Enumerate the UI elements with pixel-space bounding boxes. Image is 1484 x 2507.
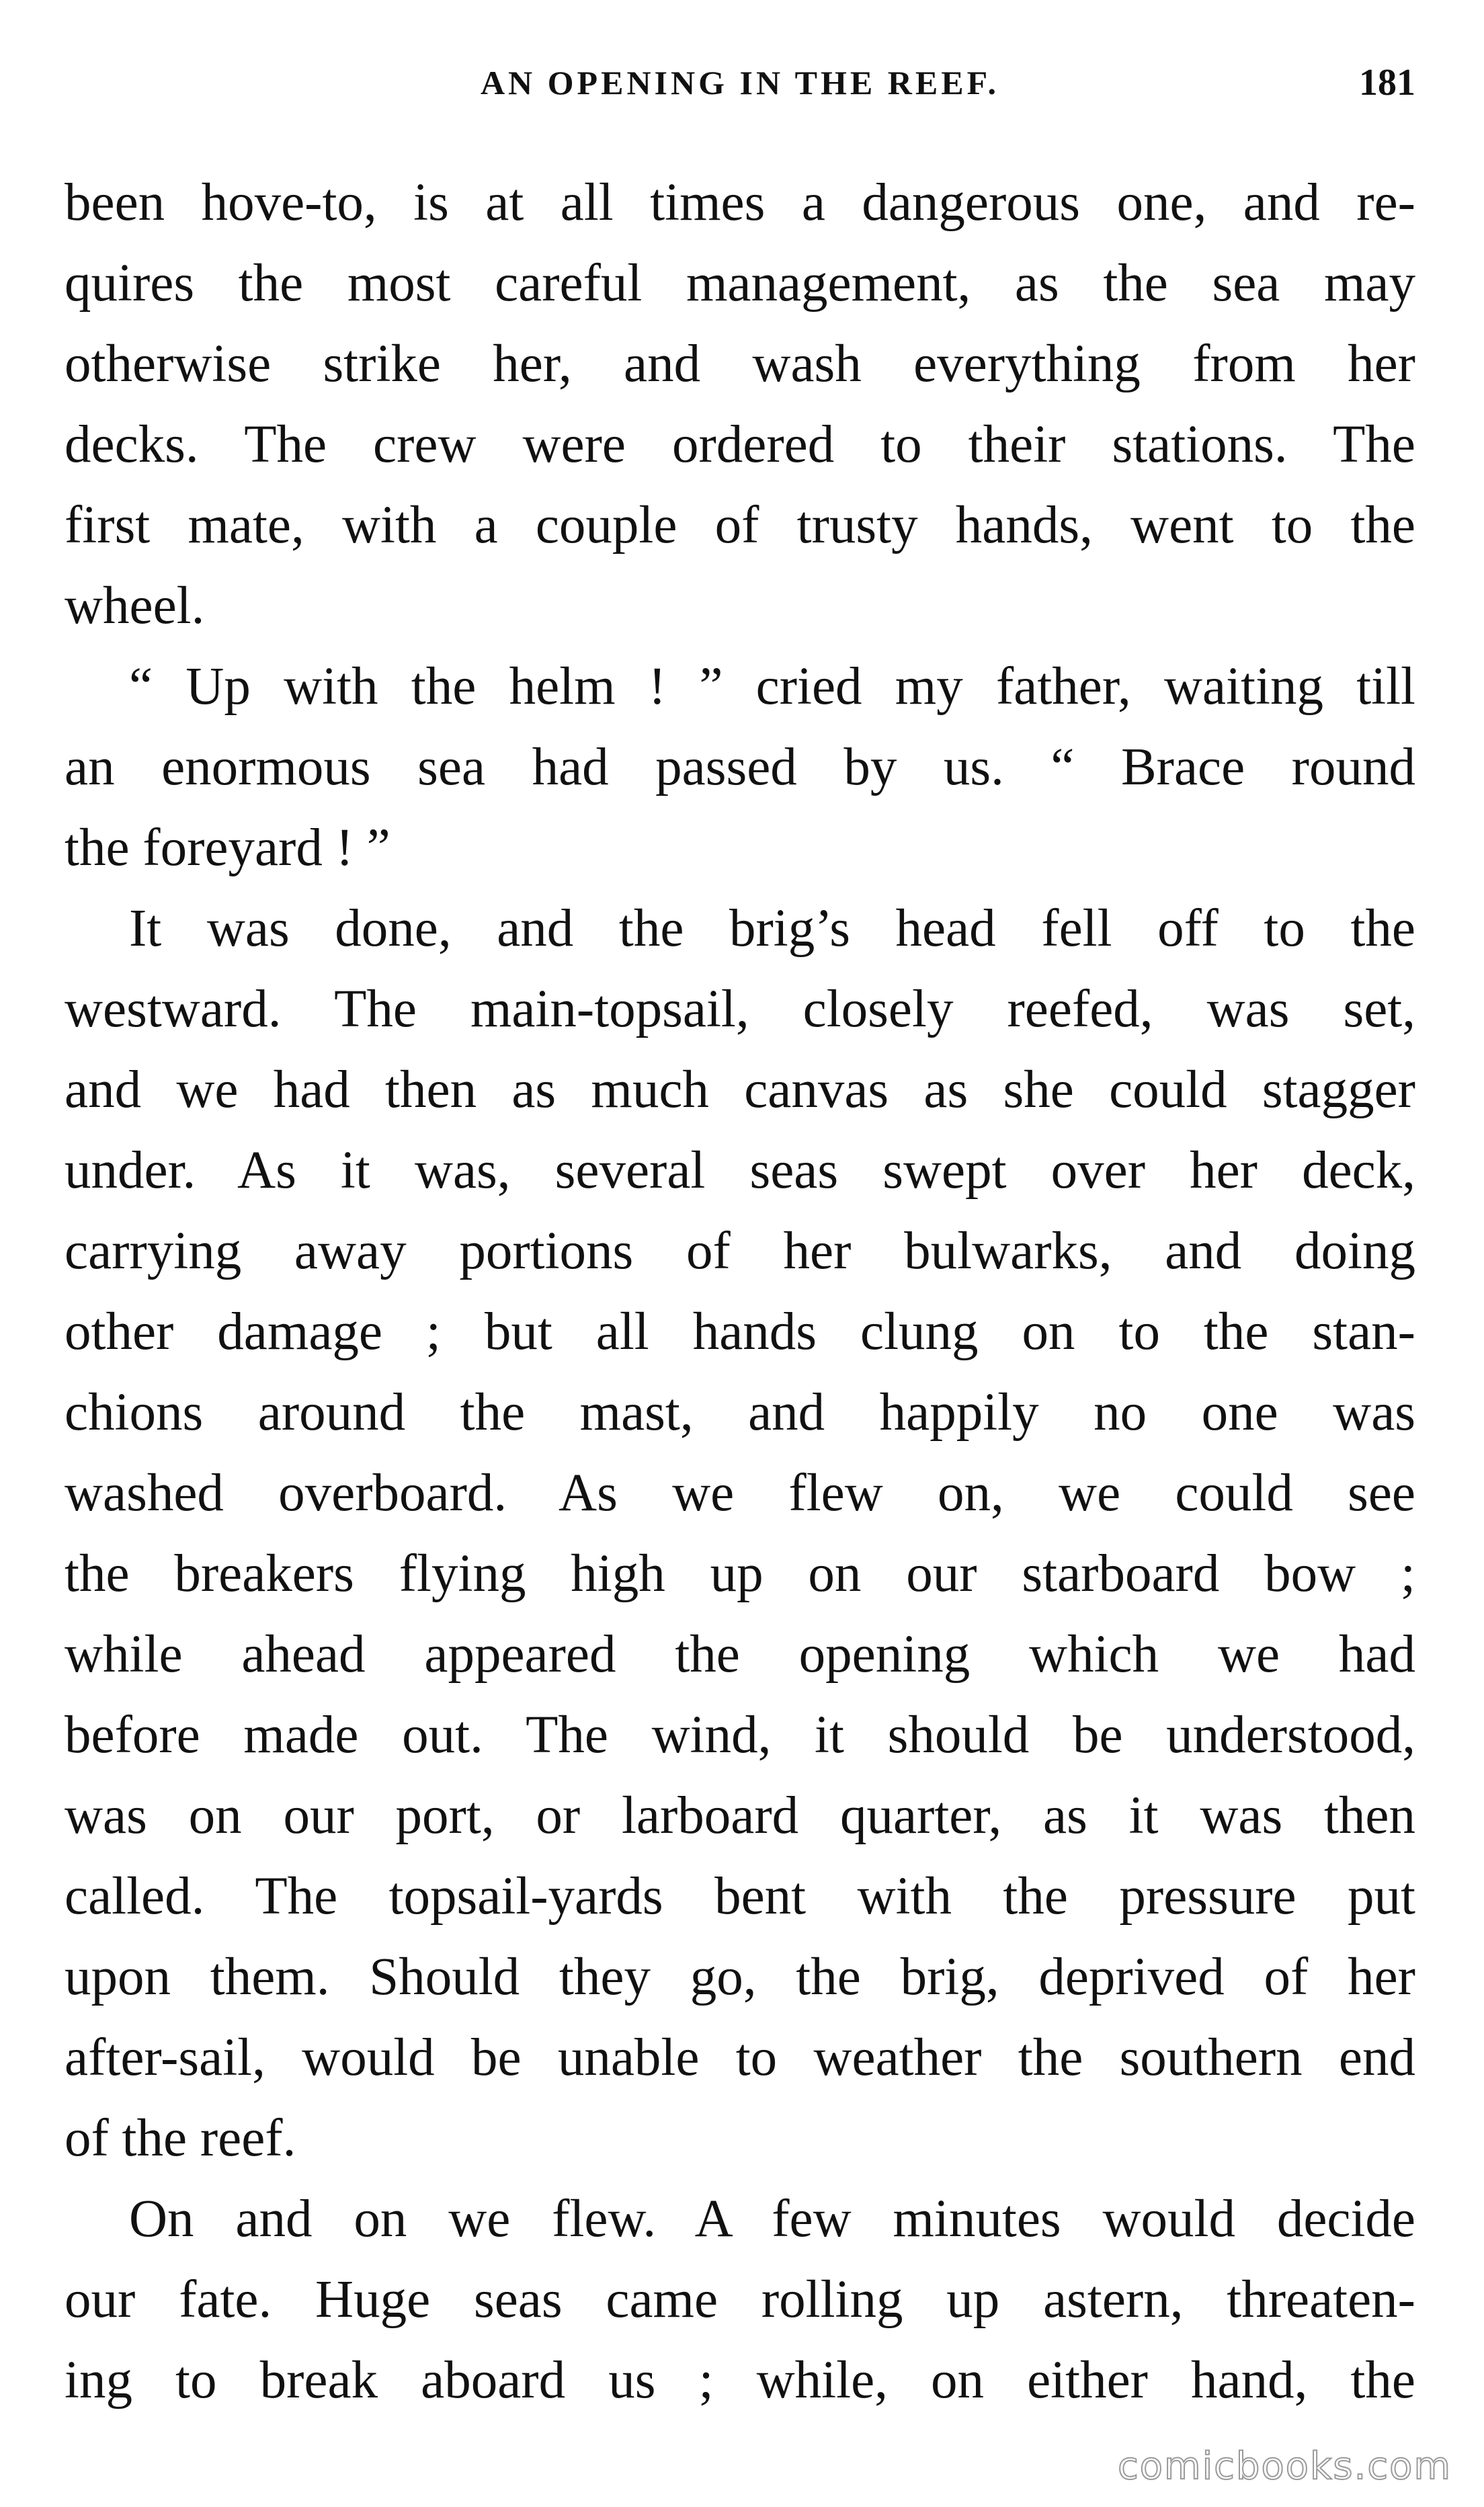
text-line: chions around the mast, and happily no one was: [65, 1383, 1415, 1442]
text-line: of the reef.: [65, 2109, 296, 2168]
text-line: our fate. Huge seas came rolling up astern, threaten-: [65, 2270, 1415, 2329]
text-line: carrying away portions of her bulwarks, and doing: [65, 1222, 1415, 1280]
text-line: It was done, and the brig’s head fell off to the: [129, 899, 1415, 958]
text-line: upon them. Should they go, the brig, deprived of her: [65, 1948, 1415, 2006]
watermark: comicbooks.com: [1117, 2444, 1452, 2488]
text-line: decks. The crew were ordered to their stations. The: [65, 415, 1415, 474]
text-line: other damage ; but all hands clung on to the stan-: [65, 1303, 1415, 1361]
text-line: while ahead appeared the opening which we had: [65, 1625, 1415, 1684]
running-head: AN OPENING IN THE REEF.: [480, 64, 1000, 101]
page-header: [65, 52, 1415, 113]
text-line: first mate, with a couple of trusty hands, went to the: [65, 496, 1415, 554]
text-line: the breakers flying high up on our starboard bow ;: [65, 1545, 1415, 1603]
text-line: an enormous sea had passed by us. “ Brace round: [65, 738, 1415, 796]
text-line: “ Up with the helm ! ” cried my father, waiting till: [129, 657, 1415, 716]
text-line: ing to break aboard us ; while, on either hand, the: [65, 2351, 1415, 2410]
text-line: after-sail, would be unable to weather the southern end: [65, 2028, 1415, 2087]
text-line: quires the most careful management, as the sea may: [65, 254, 1415, 313]
text-line: called. The topsail-yards bent with the pressure put: [65, 1867, 1415, 1926]
text-line: and we had then as much canvas as she could stagger: [65, 1061, 1415, 1119]
text-line: otherwise strike her, and wash everything from her: [65, 335, 1415, 393]
body-text: [65, 163, 1415, 2421]
text-line: westward. The main-topsail, closely reefed, was set,: [65, 980, 1415, 1038]
text-line: wheel.: [65, 577, 205, 635]
text-line: was on our port, or larboard quarter, as it was then: [65, 1786, 1415, 1845]
text-line: the foreyard ! ”: [65, 819, 390, 877]
text-line: been hove-to, is at all times a dangerous one, and re-: [65, 173, 1415, 232]
text-line: On and on we flew. A few minutes would decide: [129, 2190, 1415, 2248]
page-number: 181: [1359, 62, 1415, 104]
text-line: washed overboard. As we flew on, we could see: [65, 1464, 1415, 1522]
text-line: under. As it was, several seas swept over her deck,: [65, 1141, 1415, 1200]
text-line: before made out. The wind, it should be understood,: [65, 1706, 1415, 1764]
